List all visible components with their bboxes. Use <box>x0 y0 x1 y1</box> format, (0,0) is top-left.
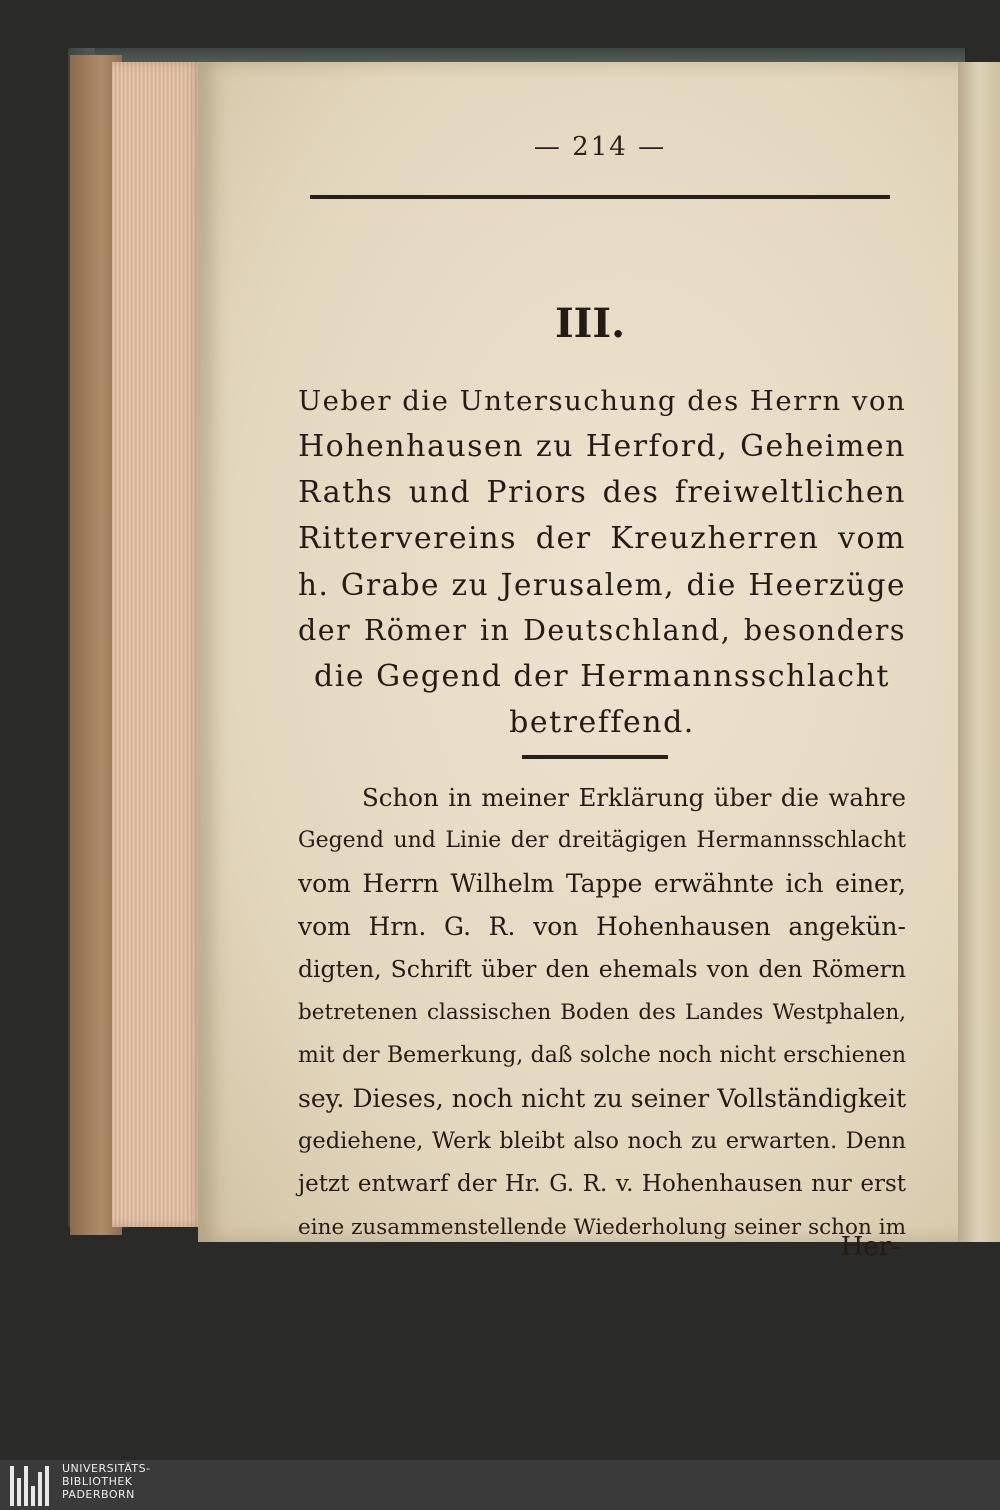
heading-line: betreffend. <box>509 705 695 740</box>
heading-line: Hohenhausen zu Herford, Geheimen <box>298 429 906 464</box>
heading-line: die Gegend der Hermannsschlacht <box>314 659 890 694</box>
library-name-line: BIBLIOTHEK <box>62 1475 133 1488</box>
body-line: vom Herrn Wilhelm Tappe erwähnte ich einer, <box>298 869 906 898</box>
body-line: vom Hrn. G. R. von Hohenhausen angekün- <box>298 912 906 941</box>
body-line: gediehene, Werk bleibt also noch zu erwarten. Denn <box>298 1128 906 1154</box>
body-line: digten, Schrift über den ehemals von den Römern <box>298 955 906 983</box>
body-line: Schon in meiner Erklärung über die wahre <box>362 783 906 812</box>
page-gutter <box>958 62 1000 1242</box>
section-divider <box>522 755 668 759</box>
body-text <box>298 776 906 1249</box>
library-footer <box>0 1460 1000 1510</box>
body-line: jetzt entwarf der Hr. G. R. v. Hohenhausen nur erst <box>298 1171 906 1197</box>
heading-line: h. Grabe zu Jerusalem, die Heerzüge <box>298 568 906 602</box>
library-logo-icon <box>8 1462 56 1508</box>
heading-line: Raths und Priors des freiweltlichen <box>298 475 906 510</box>
heading-line: Ueber die Untersuchung des Herrn von <box>298 385 907 417</box>
library-name-line: UNIVERSITÄTS- <box>62 1462 151 1475</box>
body-line: eine zusammenstellende Wiederholung seiner schon im <box>298 1215 906 1240</box>
header-rule <box>310 195 890 199</box>
library-name-line: PADERBORN <box>62 1488 135 1501</box>
library-name <box>62 1462 151 1501</box>
heading-line: Rittervereins der Kreuzherren vom <box>298 521 906 556</box>
body-line: Gegend und Linie der dreitägigen Hermannsschlacht <box>298 828 906 853</box>
heading-line: der Römer in Deutschland, besonders <box>298 614 906 647</box>
page-number: — 214 — <box>533 132 667 162</box>
catchword: Her- <box>840 1232 900 1262</box>
body-line: sey. Dieses, noch nicht zu seiner Vollständigkeit <box>298 1084 906 1113</box>
body-line: mit der Bemerkung, daß solche noch nicht erschienen <box>298 1043 906 1068</box>
section-numeral: III. <box>554 300 626 347</box>
body-line: betretenen classischen Boden des Landes Westphalen, <box>298 1000 906 1025</box>
section-heading <box>298 378 906 746</box>
page-edges <box>112 62 202 1227</box>
